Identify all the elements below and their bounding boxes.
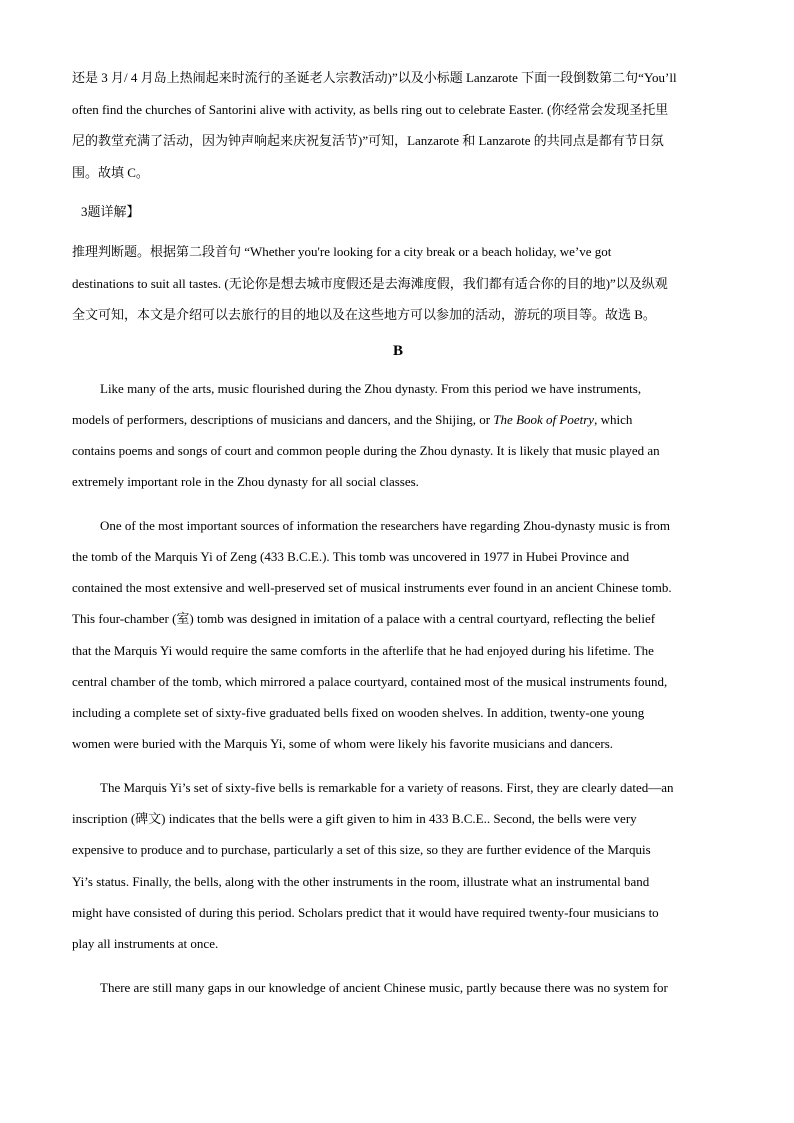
text-line: destinations to suit all tastes. (无论你是想去城市度假还是去海滩度假，我们都有适合你的目的地)”以及纵观 — [72, 275, 668, 291]
passage-paragraph-4 — [72, 972, 724, 1003]
text-line: The Marquis Yi’s set of sixty-five bells is remarkable for a variety of reasons. First, they are clearly dated—an — [100, 779, 674, 795]
text-line: play all instruments at once. — [72, 935, 219, 951]
text-line: the tomb of the Marquis Yi of Zeng (433 B.C.E.). This tomb was uncovered in 1977 in Hubei Province and — [72, 549, 630, 565]
text-line: 推理判断题。根据第二段首句 “Whether you're looking for a city break or a beach holiday, we’ve got — [72, 244, 612, 259]
text-line: There are still many gaps in our knowledge of ancient Chinese music, partly because there was no system for — [100, 979, 668, 995]
text-line: Yi’s status. Finally, the bells, along with the other instruments in the room, illustrate what an instrumental band — [72, 873, 650, 889]
text-line: including a complete set of sixty-five graduated bells fixed on wooden shelves. In addition, twenty-one young — [72, 705, 645, 721]
text-line: expensive to produce and to purchase, particularly a set of this size, so they are further evidence of the Marquis — [72, 842, 651, 858]
text-line: Like many of the arts, music flourished during the Zhou dynasty. From this period we have instruments, — [100, 380, 642, 396]
text-line: 还是 3 月/ 4 月岛上热闹起来时流行的圣诞老人宗教活动)”以及小标题 Lanzarote 下面一段倒数第二句“You’ll — [72, 70, 677, 85]
text-line: inscription (碑文) indicates that the bells were a gift given to him in 433 B.C.E.. Second, the bells were very — [72, 811, 637, 827]
text-line: contained the most extensive and well-preserved set of musical instruments ever found in an ancient Chinese tomb. — [72, 580, 672, 596]
text-segment: , which — [594, 411, 633, 427]
text-line: 尼的教堂充满了活动，因为钟声响起来庆祝复活节)”可知，Lanzarote 和 Lanzarote 的共同点是都有节日氛 — [72, 133, 664, 148]
text-segment: models of performers, descriptions of musicians and dancers, and the Shijing, or — [72, 411, 494, 427]
section-title: B — [392, 342, 403, 359]
text-line: extremely important role in the Zhou dynasty for all social classes. — [72, 474, 419, 490]
text-line: that the Marquis Yi would require the same comforts in the afterlife that he had enjoyed during his lifetime. The — [72, 642, 654, 658]
passage-paragraph-3 — [72, 772, 724, 959]
text-line: This four-chamber (室) tomb was designed in imitation of a palace with a central courtyard, reflecting the belief — [72, 611, 656, 627]
text-line: might have consisted of during this period. Scholars predict that it would have required twenty-four musicians to — [72, 904, 659, 920]
book-title: The Book of Poetry — [493, 411, 595, 427]
text-line: One of the most important sources of information the researchers have regarding Zhou-dynasty music is from — [100, 517, 671, 533]
text-line — [72, 404, 724, 435]
question-3-heading: 3题详解】 — [81, 204, 140, 219]
text-line: 围。故填 C。 — [72, 164, 149, 180]
passage-paragraph-2 — [72, 510, 724, 760]
passage-paragraph-1 — [72, 373, 724, 498]
answer-explanation-3 — [72, 236, 724, 331]
text-line: 全文可知，本文是介绍可以去旅行的目的地以及在这些地方可以参加的活动，游玩的项目等。故选 B。 — [72, 307, 656, 322]
text-line: central chamber of the tomb, which mirrored a palace courtyard, contained most of the musical instruments found, — [72, 673, 668, 689]
answer-explanation-2 — [72, 62, 724, 188]
text-line: women were buried with the Marquis Yi, some of whom were likely his favorite musicians and dancers. — [72, 736, 614, 752]
text-line: contains poems and songs of court and common people during the Zhou dynasty. It is likely that music played an — [72, 442, 660, 458]
text-line: often find the churches of Santorini alive with activity, as bells ring out to celebrate Easter. (你经常会发现圣托里 — [72, 101, 669, 117]
document-page — [72, 62, 724, 1015]
